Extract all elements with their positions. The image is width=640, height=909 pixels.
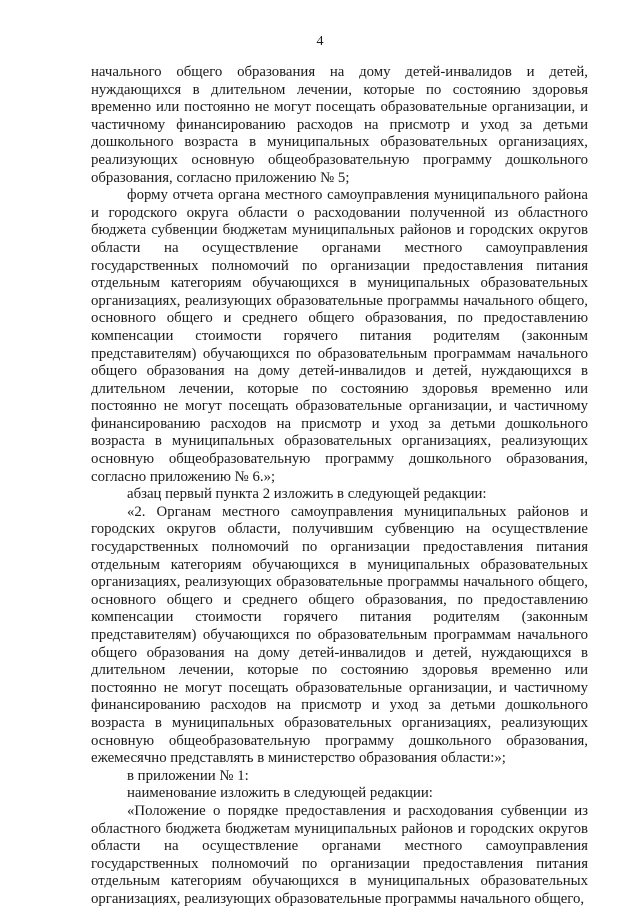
paragraph-continuation: начального общего образования на дому детей-инвалидов и детей, нуждающихся в длительном лечении, которые по состоянию здоровья временно или постоянно не могут посещать образовательные организации, и частичному финансированию расходов на присмотр и уход за детьми дошкольного возраста в муниципальных образовательных организациях, реализующих основную общеобразовательную программу дошкольного образования, согласно приложению № 5; [91, 64, 588, 186]
document-body [91, 64, 588, 909]
paragraph-amendment-intro: абзац первый пункта 2 изложить в следующей редакции: [127, 486, 487, 503]
paragraph-appendix-1: в приложении № 1: [127, 767, 249, 784]
page-number: 4 [316, 34, 324, 49]
paragraph-report-form: форму отчета органа местного самоуправления муниципального района и городского округа области о расходовании полученной из областного бюджета субвенции бюджетам муниципальных районов и городских округов области на осуществление органами местного самоуправления государственных полномочий по организации предоставления питания отдельным категориям обучающихся в муниципальных образовательных организациях, реализующих образовательные программы начального общего, основного общего и среднего общего образования, по предоставлению компенсации стоимости горячего питания родителям (законным представителям) обучающихся по образовательным программам начального общего образования на дому детей-инвалидов и детей, нуждающихся в длительном лечении, которые по состоянию здоровья временно или постоянно не могут посещать образовательные организации, и частичному финансированию расходов на присмотр и уход за детьми дошкольного возраста в муниципальных образовательных организациях, реализующих основную общеобразовательную программу дошкольного образования, согласно приложению № 6.»; [91, 187, 588, 485]
paragraph-clause-2: «2. Органам местного самоуправления муниципальных районов и городских округов области, получившим субвенцию на осуществление государственных полномочий по организации предоставления питания отдельным категориям обучающихся в муниципальных образовательных организациях, реализующих образовательные программы начального общего, основного общего и среднего общего образования, по предоставлению компенсации стоимости горячего питания родителям (законным представителям) обучающихся по образовательным программам начального общего образования на дому детей-инвалидов и детей, нуждающихся в длительном лечении, которые по состоянию здоровья временно или постоянно не могут посещать образовательные организации, и частичному финансированию расходов на присмотр и уход за детьми дошкольного возраста в муниципальных образовательных организациях, реализующих основную общеобразовательную программу дошкольного образования, ежемесячно представлять в министерство образования области:»; [91, 503, 588, 767]
paragraph-title-change: наименование изложить в следующей редакции: [127, 785, 433, 802]
paragraph-regulation-title: «Положение о порядке предоставления и расходования субвенции из областного бюджета бюджетам муниципальных районов и городских округов области на осуществление органами местного самоуправления государственных полномочий по организации предоставления питания отдельным категориям обучающихся в муниципальных образовательных организациях, реализующих образовательные программы начального общего, [91, 802, 588, 907]
